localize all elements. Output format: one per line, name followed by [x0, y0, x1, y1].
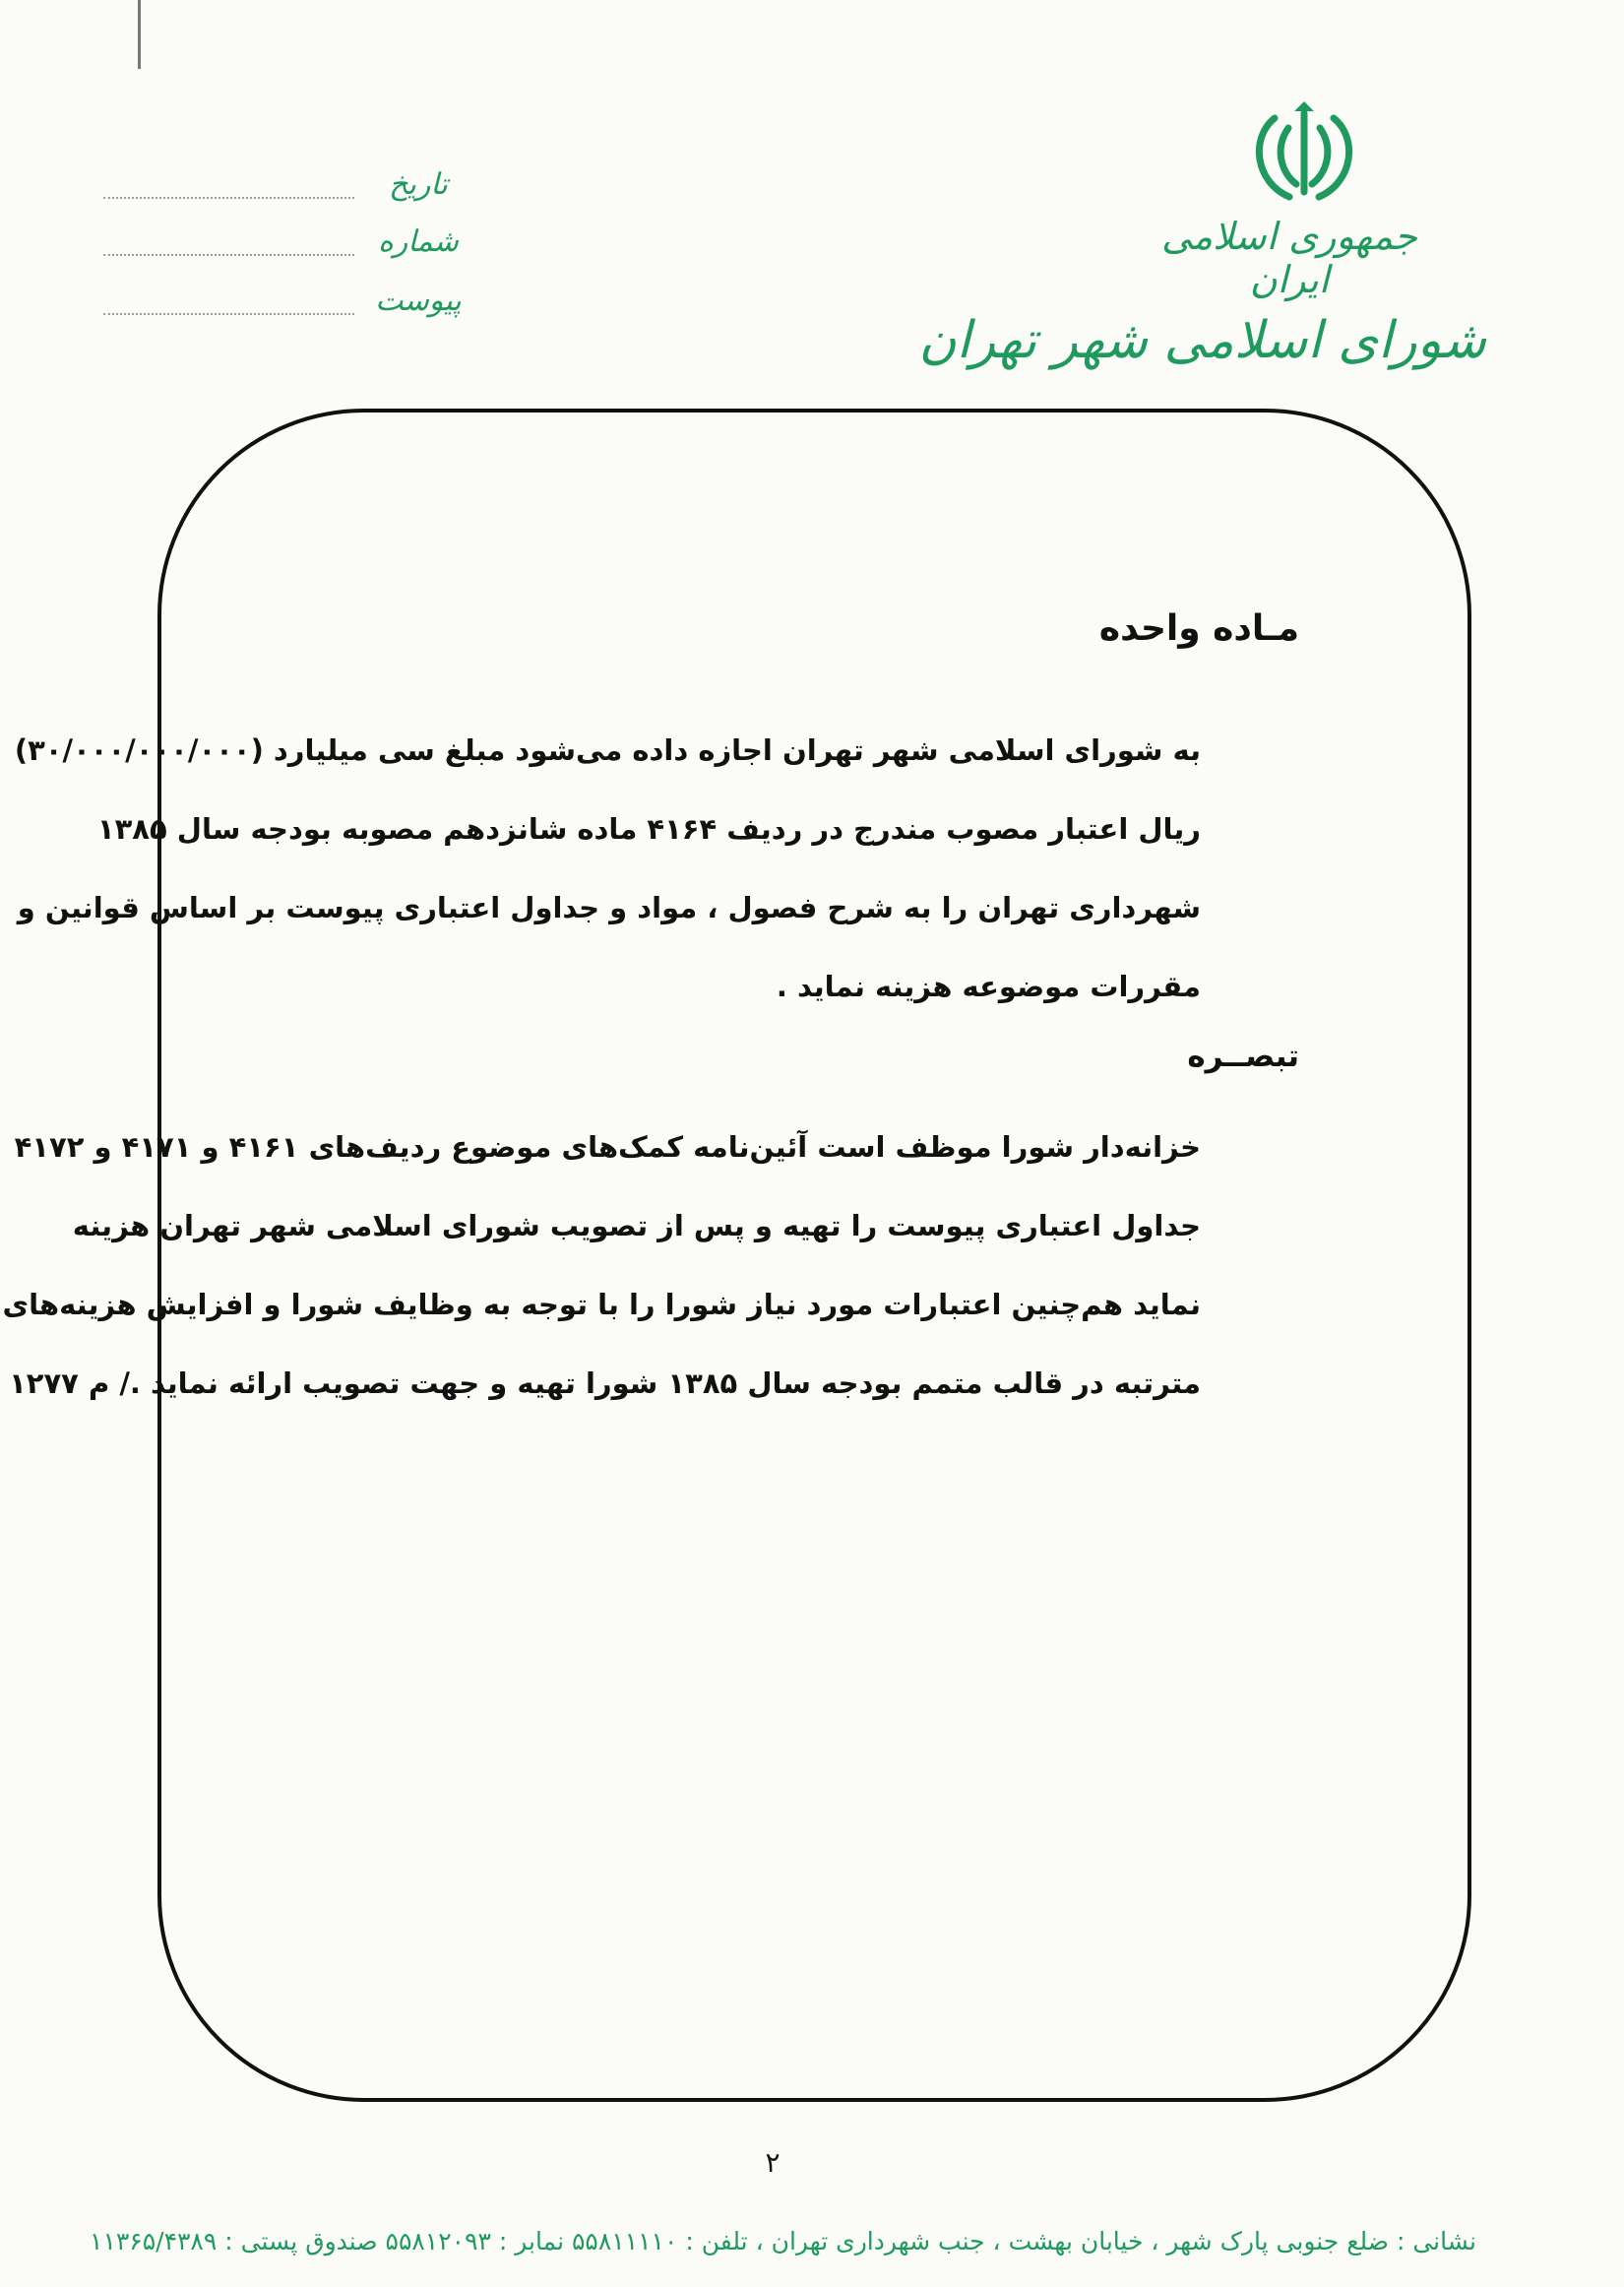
- note-heading: تبصــره: [1187, 1039, 1299, 1074]
- paragraph-note-line: جداول اعتباری پیوست را تهیه و پس از تصویب شورای اسلامی شهر تهران هزینه: [72, 1209, 1201, 1242]
- paragraph-main-line: به شورای اسلامی شهر تهران اجازه داده می‌شود مبلغ سی میلیارد (۳۰/۰۰۰/۰۰۰/۰۰۰): [14, 733, 1201, 767]
- footer-address: نشانی : ضلع جنوبی پارک شهر ، خیابان بهشت ، جنب شهرداری تهران ، تلفن : ۵۵۸۱۱۱۱۰ نمابر : ۵۵۸۱۲۰۹۳ صندوق پستی : ۱۱۳۶۵/۴۳۸۹: [90, 2227, 1476, 2255]
- paragraph-main-line: شهرداری تهران را به شرح فصول ، مواد و جداول اعتباری پیوست بر اساس قوانین و: [17, 891, 1201, 924]
- paragraph-note-line: نماید هم‌چنین اعتبارات مورد نیاز شورا را با توجه به وظایف شورا و افزایش هزینه‌های: [2, 1288, 1201, 1321]
- number-row: [103, 224, 468, 274]
- date-label: تاریخ: [389, 167, 448, 202]
- scan-edge-mark: [138, 0, 141, 69]
- date-row: [103, 167, 468, 217]
- iran-emblem-icon: [1245, 94, 1363, 212]
- country-title: جمهوری اسلامی ایران: [1161, 215, 1417, 301]
- attachment-dotted-line: [103, 313, 354, 315]
- paragraph-main-line: ریال اعتبار مصوب مندرج در ردیف ۴۱۶۴ ماده شانزدهم مصوبه بودجه سال ۱۳۸۵: [96, 812, 1201, 846]
- paragraph-note-line: مترتبه در قالب متمم بودجه سال ۱۳۸۵ شورا تهیه و جهت تصویب ارائه نماید ./ م ۱۲۷۷: [9, 1366, 1201, 1400]
- date-dotted-line: [103, 197, 354, 199]
- page-number: ۲: [765, 2146, 781, 2179]
- paragraph-main-line: مقررات موضوعه هزینه نماید .: [776, 970, 1201, 1003]
- attachment-label: پیوست: [375, 284, 462, 318]
- paragraph-note-line: خزانه‌دار شورا موظف است آئین‌نامه کمک‌های موضوع ردیف‌های ۴۱۶۱ و ۴۱۷۱ و ۴۱۷۲: [14, 1130, 1201, 1164]
- document-heading: مـاده واحده: [1098, 608, 1299, 649]
- number-label: شماره: [378, 224, 459, 259]
- attachment-row: [103, 284, 468, 333]
- number-dotted-line: [103, 254, 354, 256]
- paragraph-main: [14, 711, 1201, 1026]
- paragraph-note: [2, 1108, 1201, 1423]
- council-title: شورای اسلامی شهر تهران: [918, 311, 1486, 370]
